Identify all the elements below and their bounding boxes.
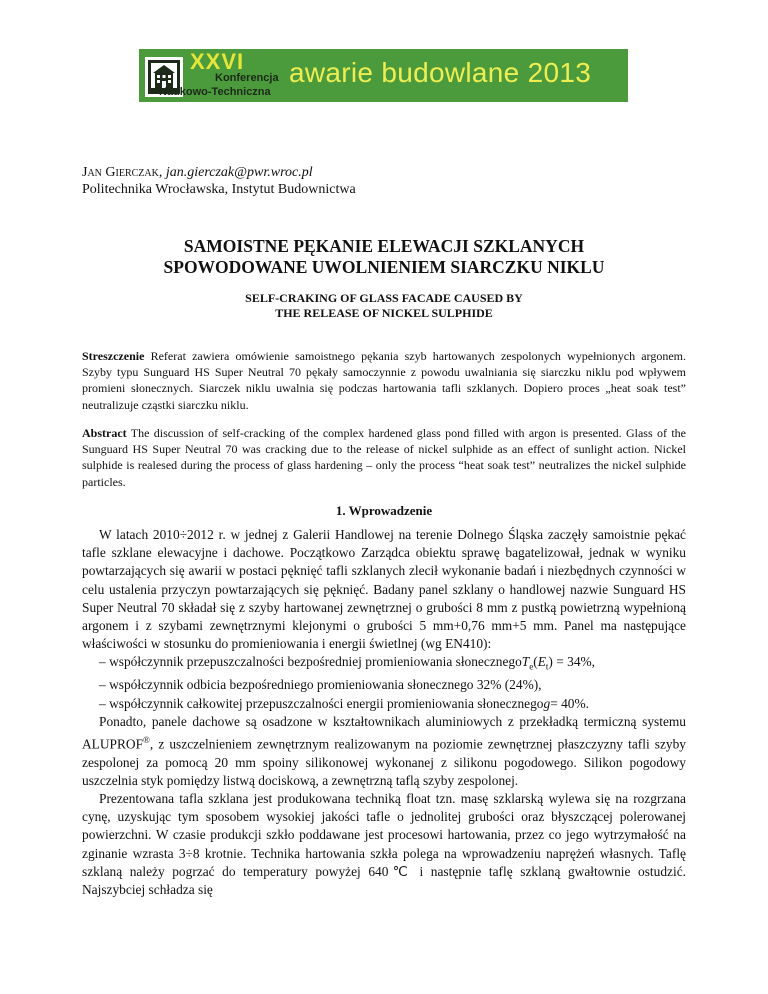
- conference-banner: [139, 49, 628, 102]
- section-heading: 1. Wprowadzenie: [335, 503, 433, 518]
- abstract-text: The discussion of self-cracking of the complex hardened glass pond filled with argon is presented. Glass of the Sunguard HS Super Neutral 70 was cracking due to the release of nickel sulphide as an effect of sunlight action. Nickel sulphide is realesed during the process of glass hardening – only the process “heat soak test” neutralizes the nickel sulphide particles.: [82, 426, 686, 489]
- title-pl-line2: SPOWODOWANE UWOLNIENIEM SIARCZKU NIKLU: [163, 257, 605, 277]
- author-affiliation: Politechnika Wrocławska, Instytut Budownictwa: [82, 182, 356, 197]
- title-en-line2: THE RELEASE OF NICKEL SULPHIDE: [275, 306, 493, 320]
- list-item: – współczynnik przepuszczalności bezpośredniej promieniowania $słonecznegoT_e(E_t) = 34\%$,: [99, 654, 596, 673]
- section-body: [82, 526, 686, 899]
- conference-type: Naukowo-Techniczna: [159, 86, 271, 98]
- abstract-label: Abstract: [82, 426, 127, 440]
- event-name: awarie budowlane 2013: [289, 57, 592, 88]
- conference-number: XXVI: [190, 49, 245, 74]
- title-pl-line1: SAMOISTNE PĘKANIE ELEWACJI SZKLANYCH: [183, 236, 585, 256]
- title-en-line1: SELF-CRAKING OF GLASS FACADE CAUSED BY: [245, 291, 523, 305]
- paragraph-2: Ponadto, panele dachowe są osadzone w kształtownikach aluminiowych z przekładką termiczną systemu ALUPROF®, z uszczelnieniem zewnętrznym realizowanym na poziomie zewnętrznej płaszczyzny tafli szyby zespolonej za pomocą 20 mm spoiny silikonowej wykonanej z silikonu pogodowego. Silikon pogodowy uszczelnia styk pomiędzy listwą dociskową, a zewnętrzną taflą szyby zespolonej.: [82, 713, 686, 788]
- streszczenie-text: Referat zawiera omówienie samoistnego pękania szyb hartowanych zespolonych wypełnionych argonem. Szyby typu Sunguard HS Super Neutral 70 pękały samoczynnie z powodu uwalniania się siarczku niklu pod wpływem promieni słonecznych. Siarczek niklu uwalnia się podczas hartowania tafli szklanych. Dopiero proces „heat soak test” neutralizuje cząstki siarczku niklu.: [82, 349, 686, 412]
- paragraph-1: W latach 2010÷2012 r. w jednej z Galerii Handlowej na terenie Dolnego Śląska zaczęły samoistnie pękać tafle szklane elewacyjne i dachowe. Początkowo Zarządca obiektu sprawę bagatelizował, jednak w wyniku powtarzających się awarii w postaci pęknięć tafli szklanych zlecił wykonanie badań i niezbędnych czynności w celu ustalenia przyczyn powtarzających się pęknięć. Badany panel szklany o handlowej nazwie Sunguard HS Super Neutral 70 składał się z szyby hartowanej zewnętrznej o grubości 8 mm z pustką powietrzną wypełnioną argonem i z szybami zewnętrznymi klejonymi o grubości 5 mm+0,76 mm+5 mm. Panel ma następujące właściwości w stosunku do promieniowania i energii świetlnej (wg EN410):: [82, 527, 686, 652]
- paper-title-pl: [82, 236, 686, 278]
- streszczenie: [82, 348, 686, 413]
- author-name: Jan Gierczak: [82, 165, 159, 180]
- paragraph-3: Prezentowana tafla szklana jest produkowana techniką float tzn. masę szklarską wylewa się na rozgrzana cynę, uzyskując tym sposobem wysokiej jakości tafle o jednolitej grubości oraz błyszczącej polerowanej powierzchni. W czasie produkcji szkło poddawane jest procesowi hartowania, przez co jego wytrzymałość na zginanie wzrasta 3÷8 krotnie. Technika hartowania szkła polega na wprowadzeniu naprężeń własnych. Taflę szklaną należy pogrzać do temperatury powyżej 640℃ i następnie taflę szklaną gwałtownie ostudzić. Najszybciej schładza się: [82, 790, 686, 897]
- author-email: jan.gierczak@pwr.wroc.pl: [165, 165, 313, 180]
- author-line: [82, 165, 313, 181]
- list-item: – współczynnik całkowitej przepuszczalności energii promieniowania słonecznegog= 40%.: [99, 695, 589, 711]
- list-item: – współczynnik odbicia bezpośredniego promieniowania słonecznego 32% (24%),: [99, 677, 542, 693]
- abstract: [82, 425, 686, 490]
- conference-label: Konferencja: [215, 72, 279, 84]
- streszczenie-label: Streszczenie: [82, 349, 145, 363]
- author-separator: ,: [158, 165, 166, 180]
- paper-title-en: [82, 291, 686, 321]
